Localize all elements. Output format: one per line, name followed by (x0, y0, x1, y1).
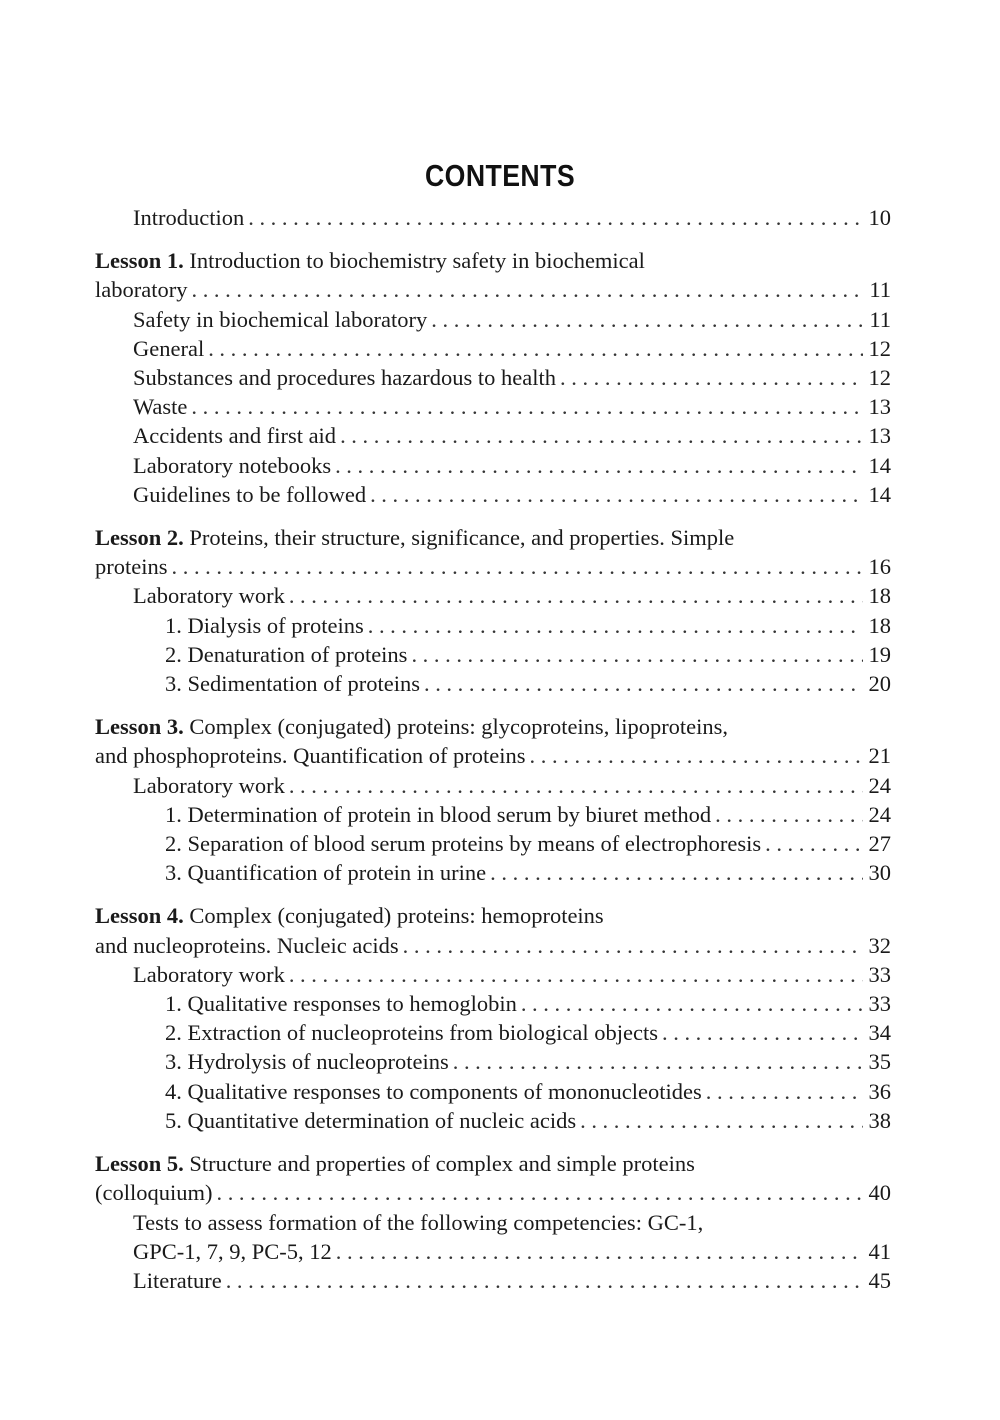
toc-entry-leader-line (133, 305, 891, 334)
leader-dots (335, 451, 863, 480)
leader-dots (248, 203, 863, 232)
toc-entry-leader-line (95, 1178, 891, 1207)
toc-page-number: 18 (868, 612, 891, 638)
toc-entry-leader-line (165, 1047, 891, 1076)
toc-lesson-entry[interactable] (95, 901, 891, 959)
toc-entry-text: Proteins, their structure, significance, and properties. Simple (189, 525, 735, 551)
toc-entry-leader-line (165, 800, 891, 829)
toc-entry[interactable] (165, 829, 891, 858)
toc-page-number: 41 (868, 1238, 891, 1264)
leader-dots (208, 334, 863, 363)
toc-page-number: 19 (868, 641, 891, 667)
toc-page-number: 10 (868, 205, 891, 230)
toc-entry-text: laboratory (95, 277, 188, 303)
toc-entry[interactable] (133, 203, 891, 232)
toc-entry[interactable] (165, 1106, 891, 1135)
toc-group (95, 901, 891, 1135)
lesson-label: Lesson 4. (95, 903, 190, 929)
toc-entry[interactable] (133, 421, 891, 450)
toc-entry-leader-line (133, 334, 891, 363)
toc-entry-text: 4. Qualitative responses to components of mononucleotides (165, 1078, 702, 1104)
toc-entry[interactable] (165, 989, 891, 1018)
toc-entry-text: Introduction (133, 205, 245, 230)
lesson-label: Lesson 1. (95, 248, 190, 274)
lesson-label: Lesson 2. (95, 525, 190, 551)
toc-entry-leader-line (133, 960, 891, 989)
toc-group (95, 712, 891, 887)
toc-entry-text: 1. Qualitative responses to hemoglobin (165, 991, 517, 1017)
toc-entry[interactable] (133, 392, 891, 421)
toc-entry-leader-line (165, 858, 891, 887)
toc-entry-text: Laboratory work (133, 583, 285, 609)
toc-entry-text: 3. Hydrolysis of nucleoproteins (165, 1049, 449, 1075)
toc-entry-line (95, 523, 891, 552)
toc-entry-text: Complex (conjugated) proteins: hemoproteins (189, 903, 604, 929)
toc-entry[interactable] (133, 305, 891, 334)
toc-entry-text: proteins (95, 554, 168, 580)
toc-entry-leader-line (133, 363, 891, 392)
toc-page-number: 11 (869, 306, 891, 332)
leader-dots (370, 480, 863, 509)
leader-dots (226, 1266, 863, 1295)
toc-entry-leader-line (95, 931, 891, 960)
toc-entry-text: Laboratory work (133, 961, 285, 987)
toc-entry-text: Structure and properties of complex and simple proteins (189, 1151, 695, 1177)
toc-page-number: 18 (868, 583, 891, 609)
leader-dots (560, 363, 863, 392)
toc-entry[interactable] (165, 1047, 891, 1076)
toc-entry-leader-line (133, 1237, 891, 1266)
toc-page-number: 34 (868, 1020, 891, 1046)
toc-lesson-entry[interactable] (95, 246, 891, 304)
toc-entry[interactable] (133, 480, 891, 509)
toc-entry-text: Literature (133, 1267, 222, 1293)
toc-entry-text: Substances and procedures hazardous to health (133, 365, 556, 391)
toc-lesson-entry[interactable] (95, 1149, 891, 1207)
toc-page-number: 30 (868, 860, 891, 886)
leader-dots (706, 1077, 863, 1106)
toc-group (95, 203, 891, 232)
toc-entry-leader-line (165, 611, 891, 640)
toc-page-number: 12 (868, 335, 891, 361)
toc-entry-text: 3. Sedimentation of proteins (165, 671, 420, 697)
toc-entry-text: 5. Quantitative determination of nucleic acids (165, 1107, 577, 1133)
toc-page-number: 21 (868, 743, 891, 769)
toc-entry-text: 2. Separation of blood serum proteins by means of electrophoresis (165, 831, 762, 857)
toc-entry-leader-line (165, 640, 891, 669)
toc-entry-leader-line (133, 480, 891, 509)
toc-entry-text: Tests to assess formation of the following competencies: GC-1, (133, 1209, 704, 1235)
leader-dots (580, 1106, 863, 1135)
toc-page-number: 27 (868, 831, 891, 857)
leader-dots (336, 1237, 863, 1266)
toc-entry-line (133, 1208, 891, 1237)
toc-entry-leader-line (165, 669, 891, 698)
toc-page-number: 13 (868, 394, 891, 420)
toc-entry-leader-line (165, 829, 891, 858)
leader-dots (340, 421, 863, 450)
toc-page-number: 45 (868, 1267, 891, 1293)
leader-dots (424, 669, 863, 698)
toc-entry[interactable] (133, 363, 891, 392)
toc-entry-text: Laboratory notebooks (133, 452, 332, 478)
toc-entry-line (95, 246, 891, 275)
toc-page-number: 24 (868, 801, 891, 827)
toc-page-number: 14 (868, 481, 891, 507)
toc-lesson-entry[interactable] (95, 523, 891, 581)
toc-entry-text: and phosphoproteins. Quantification of proteins (95, 743, 526, 769)
toc-entry-leader-line (133, 451, 891, 480)
toc-group (95, 523, 891, 698)
toc-page-number: 13 (868, 423, 891, 449)
toc-entry-leader-line (133, 203, 891, 232)
toc-entry[interactable] (133, 334, 891, 363)
lesson-label: Lesson 5. (95, 1151, 190, 1177)
leader-dots (216, 1178, 863, 1207)
toc-entry-text: 1. Dialysis of proteins (165, 612, 364, 638)
lesson-label: Lesson 3. (95, 714, 190, 740)
toc-entry[interactable] (133, 1266, 891, 1295)
toc-entry[interactable] (165, 640, 891, 669)
toc-entry-leader-line (133, 1266, 891, 1295)
leader-dots (289, 960, 863, 989)
leader-dots (453, 1047, 863, 1076)
toc-page-number: 40 (868, 1180, 891, 1206)
toc-entry[interactable] (165, 800, 891, 829)
toc-entry[interactable] (165, 858, 891, 887)
toc-entry-text: 3. Quantification of protein in urine (165, 860, 487, 886)
toc-entry-text: General (133, 335, 205, 361)
toc-entry-line (95, 901, 891, 930)
toc-entry-leader-line (165, 1077, 891, 1106)
toc-entry-leader-line (133, 392, 891, 421)
toc-entry-leader-line (95, 275, 891, 304)
leader-dots (431, 305, 863, 334)
toc-entry-text: GPC-1, 7, 9, PC-5, 12 (133, 1238, 332, 1264)
toc-entry[interactable] (133, 771, 891, 800)
leader-dots (662, 1018, 863, 1047)
toc-entry-text: 2. Denaturation of proteins (165, 641, 408, 667)
toc-entry-text: 2. Extraction of nucleoproteins from biological objects (165, 1020, 658, 1046)
toc-entry[interactable] (165, 1018, 891, 1047)
toc-page-number: 14 (868, 452, 891, 478)
toc-entry-line (95, 1149, 891, 1178)
leader-dots (490, 858, 863, 887)
toc-entry-text: Accidents and first aid (133, 423, 337, 449)
leader-dots (530, 741, 863, 770)
toc-page-number: 38 (868, 1107, 891, 1133)
leader-dots (411, 640, 863, 669)
toc-entry-line (95, 712, 891, 741)
toc-entry-text: Laboratory work (133, 772, 285, 798)
toc-page-number: 32 (868, 932, 891, 958)
toc-entry-text: Guidelines to be followed (133, 481, 367, 507)
toc-entry[interactable] (133, 451, 891, 480)
toc-list (95, 203, 891, 1295)
toc-entry[interactable] (133, 581, 891, 610)
leader-dots (715, 800, 863, 829)
toc-entry-text: Introduction to biochemistry safety in biochemical (189, 248, 645, 274)
toc-page-number: 33 (868, 961, 891, 987)
toc-entry-leader-line (165, 1018, 891, 1047)
toc-page-number: 36 (868, 1078, 891, 1104)
leader-dots (403, 931, 863, 960)
leader-dots (191, 392, 863, 421)
toc-entry[interactable] (165, 1077, 891, 1106)
toc-entry-leader-line (95, 552, 891, 581)
leader-dots (368, 611, 863, 640)
toc-lesson-entry[interactable] (95, 712, 891, 770)
toc-entry[interactable] (165, 611, 891, 640)
toc-entry-leader-line (165, 989, 891, 1018)
toc-entry-leader-line (165, 1106, 891, 1135)
toc-entry[interactable] (133, 960, 891, 989)
toc-entry-text: Safety in biochemical laboratory (133, 306, 428, 332)
leader-dots (765, 829, 863, 858)
leader-dots (172, 552, 864, 581)
toc-page-number: 35 (868, 1049, 891, 1075)
leader-dots (521, 989, 863, 1018)
toc-entry-text: Waste (133, 394, 188, 420)
toc-group (95, 246, 891, 509)
toc-entry-text: 1. Determination of protein in blood serum by biuret method (165, 801, 712, 827)
toc-page-number: 16 (868, 554, 891, 580)
toc-page-number: 12 (868, 365, 891, 391)
toc-entry-leader-line (133, 421, 891, 450)
toc-entry[interactable] (165, 669, 891, 698)
leader-dots (289, 581, 863, 610)
toc-entry-text: and nucleoproteins. Nucleic acids (95, 932, 399, 958)
toc-entry-leader-line (95, 741, 891, 770)
leader-dots (289, 771, 863, 800)
toc-page-number: 11 (869, 277, 891, 303)
toc-page-number: 33 (868, 991, 891, 1017)
toc-group (95, 1149, 891, 1295)
page-title: CONTENTS (424, 158, 576, 193)
toc-entry-text: Complex (conjugated) proteins: glycoproteins, lipoproteins, (189, 714, 729, 740)
toc-lesson-entry[interactable] (133, 1208, 891, 1266)
toc-entry-leader-line (133, 771, 891, 800)
toc-entry-text: (colloquium) (95, 1180, 213, 1206)
toc-page-number: 24 (868, 772, 891, 798)
leader-dots (191, 275, 863, 304)
toc-entry-leader-line (133, 581, 891, 610)
toc-page-number: 20 (868, 671, 891, 697)
